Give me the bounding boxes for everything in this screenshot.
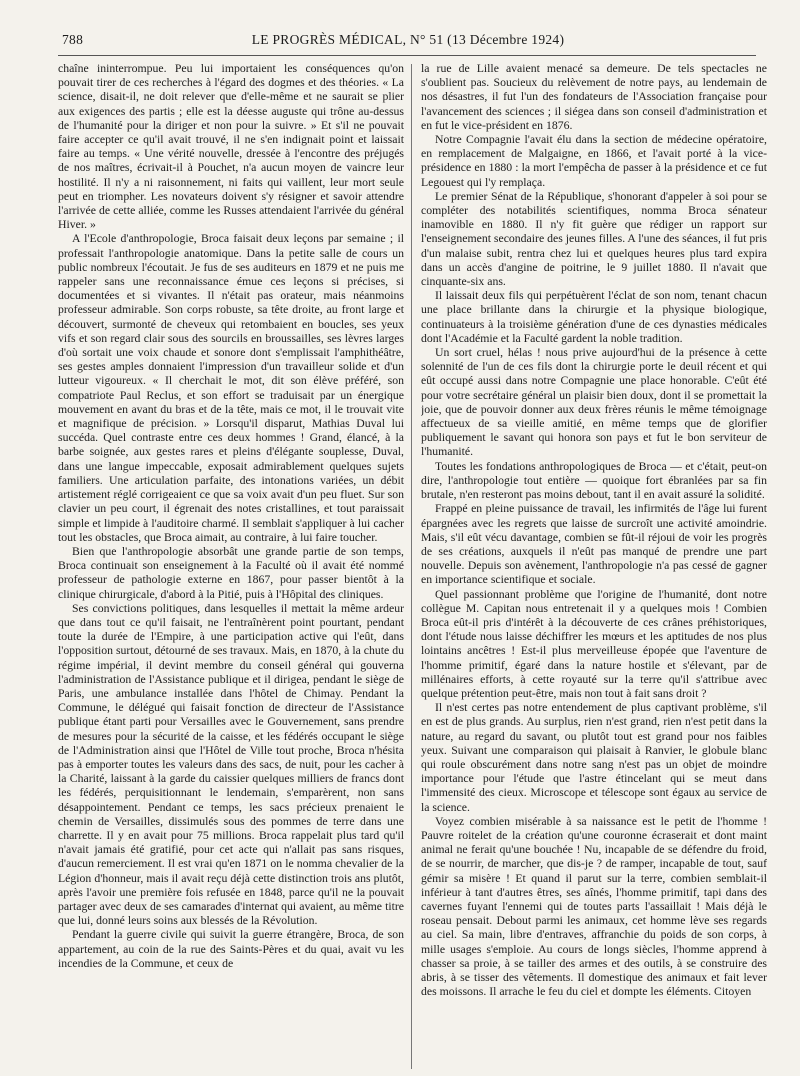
paragraph: Un sort cruel, hélas ! nous prive aujourd'hui de la présence à cette solennité de l'un de ces fils dont la chirurgie porte le deuil récent et qui eût occupé aussi dans notre Compagnie une place honorable. C'eût été pour votre secrétaire général un plaisir bien doux, dont il se promettait la joie, que de pouvoir donner aux deux frères réunis le même témoignage affectueux de sa vieille amitié, en même temps que de glorifier publiquement le savant qui honora son pays et fut le bon serviteur de l'humanité. [421,346,767,459]
paragraph: Il n'est certes pas notre entendement de plus captivant problème, s'il en est de plus grands. Au surplus, rien n'est grand, rien n'est petit dans la nature, au regard du savant, ou plutôt tout est grand pour nos faibles yeux. Suivant une comparaison qui plaisait à Ranvier, le globule blanc qui roule obscurément dans notre sang n'est pas un objet de moindre importance pour l'étude que l'astre étincelant qui se meut dans l'immensité des cieux. Microscope et télescope sont égaux au service de la science. [421,701,767,814]
paragraph: A l'Ecole d'anthropologie, Broca faisait deux leçons par semaine ; il professait l'anthropologie anatomique. Dans la petite salle de cours un public nombreux l'écoutait. Je fus de ses auditeurs en 1879 et ne puis me rappeler sans une reconnaissance émue ces leçons si précises, si documentées et si vivantes. Il n'était pas orateur, mais néanmoins professeur admirable. Son corps robuste, sa tête droite, au front large et découvert, surmonté de cheveux qui retombaient en boucles, ses yeux vifs et son regard clair sous des sourcils en broussailles, ses lèvres larges d'où sortait une voix chaude et sonore dont s'emplissait l'amphithéâtre, ses gestes amples donnaient l'impression d'un travailleur solide et d'un lutteur vigoureux. « Il cherchait le mot, dit son élève préféré, son compatriote Paul Reclus, et son effort se traduisait par un énergique mouvement en avant du bras et de la tête, mais ce mot, il le trouvait vite et magnifique de précision. » Lorsqu'il disparut, Mathias Duval lui succéda. Quel contraste entre ces deux hommes ! Grand, élancé, à la barbe soignée, aux gestes rares et pleins d'élégante souplesse, Duval, dans une langue impeccable, exposait admirablement quelques sujets familiers. Une articulation parfaite, des intonations variées, un débit artistement réglé corrigeaient ce que sa voix avait d'un peu fluet. Sur son clavier un peu court, il égrenait des notes cristallines, et tout paraissait simple et limpide à l'auditoire charmé. Il semblait s'appliquer à lui cacher tout les obstacles, que Broca aimait, au contraire, à lui faire toucher. [58,232,404,544]
paragraph: la rue de Lille avaient menacé sa demeure. De tels spectacles ne s'oublient pas. Soucieux du relèvement de notre pays, au lendemain de nos désastres, il fut l'un des fondateurs de l'Association française pour l'avancement des sciences ; il siégea dans son conseil d'administration et en fut le vice-président en 1876. [421,62,767,132]
paragraph: chaîne ininterrompue. Peu lui importaient les conséquences qu'on pouvait tirer de ces recherches à l'égard des dogmes et des théories. « La science, disait-il, ne doit relever que d'elle-même et ne saurait se plier aux exigences des partis ; elle est la déesse auguste qui trône au-dessus de l'humanité pour la diriger et non pour la suivre. » Et s'il ne pouvait faire accepter ce qu'il avait trouvé, il ne s'en indignait point et laissait faire au temps. « Une vérité nouvelle, dressée à l'encontre des préjugés de nos maîtres, écrivait-il à Pouchet, n'a aucun moyen de vaincre leur hostilité. Il n'y a ni raisonnement, ni faits qui vaillent, leur mort seule peut en triompher. Les novateurs doivent s'y résigner et savoir attendre l'arrivée de cette alliée, comme les Russes attendaient l'arrivée du général Hiver. » [58,62,404,232]
header-rule [58,55,756,56]
paragraph: Il laissait deux fils qui perpétuèrent l'éclat de son nom, tenant chacun une place brillante dans la chirurgie et la physique biologique, continuateurs à la troisième génération d'une de ces dynasties médicales dont l'Académie et la Faculté gardent la noble tradition. [421,289,767,345]
paragraph: Ses convictions politiques, dans lesquelles il mettait la même ardeur que dans tout ce qu'il faisait, ne l'entraînèrent point pourtant, pendant toute la durée de l'Empire, à une participation active qui l'eût, dans l'opposition surtout, détourné de ses travaux. Mais, en 1870, à la chute du régime impérial, il devint membre du conseil général qui gouverna l'administration de l'Assistance publique et il dirigea, pendant le siège de Paris, une ambulance installée dans l'hôtel de Chimay. Pendant la Commune, le délégué qui faisait fonction de directeur de l'Assistance publique étant parti pour Versailles avec le Gouvernement, sans prendre de mesures pour la sécurité de la caisse, et les fédérés occupant le siège de l'Administration ainsi que l'Hôtel de Ville tout proche, Broca n'hésita pas à emporter toutes les valeurs dans des sacs, de nuit, pour les cacher à la Charité, laissant à la garde du caissier quelques milliers de francs dont les fédérés, perquisitionnant le lendemain, s'emparèrent, non sans désappointement. Pendant ce temps, les sacs précieux prenaient le chemin de Versailles, dissimulés sous des pommes de terre dans une charrette. Il y en avait pour 75 millions. Broca rappelait plus tard qu'il n'avait jamais été gratifié, pour cet acte qui n'allait pas sans risques, d'aucun remerciement. Il est vrai qu'en 1871 on le nomma chevalier de la Légion d'honneur, mais il avait reçu déjà cette distinction trois ans plutôt, après l'avoir une première fois refusée en 1848, parce qu'il ne la pouvait partager avec deux de ses camarades d'internat qui avaient, au même titre que lui, donné leurs soins aux blessés de la Révolution. [58,601,404,928]
paragraph: Voyez combien misérable à sa naissance est le petit de l'homme ! Pauvre roitelet de la création qu'une couronne écraserait et dont maint animal ne ferait qu'une bouchée ! Nu, incapable de se défendre du froid, de se nourrir, de marcher, que dis-je ? de ramper, incapable de tout, sauf gémir sa misère ! Et quand il parut sur la terre, combien semblait-il inférieur à tant d'autres êtres, ses aînés, l'homme primitif, tapi dans des cavernes fuyant l'ennemi qui de toutes parts l'assaillait ! Mais déjà le roseau pensait. Debout parmi les animaux, cet homme lève ses regards au ciel. Sa main, libre d'entraves, affranchie du poids de son corps, à mille usages s'emploie. Au cours de longs siècles, l'homme apprend à chasser sa proie, à se tailler des armes et des outils, à se construire des abris, à se tisser des vêtements. Il domestique des animaux et fait lever des moissons. Il arrache le feu du ciel et dompte les éléments. Citoyen [421,814,767,999]
left-column [58,62,404,1072]
page-header [62,30,754,52]
paragraph: Notre Compagnie l'avait élu dans la section de médecine opératoire, en remplacement de Malgaigne, en 1866, et l'avait porté à la vice-présidence en 1880 : la mort l'empêcha de passer à la présidence et ce fut Legouest qui l'y remplaça. [421,133,767,189]
paragraph: Toutes les fondations anthropologiques de Broca — et c'était, peut-on dire, l'anthropologie tout entière — quoique fort ébranlées par sa fin brutale, n'en resteront pas moins debout, tant il en avait assuré la solidité. [421,459,767,502]
paragraph: Bien que l'anthropologie absorbât une grande partie de son temps, Broca continuait son enseignement à la Faculté où il avait été nommé professeur de pathologie externe en 1867, pour passer bientôt à la clinique chirurgicale, d'abord à la Pitié, puis à l'Hôpital des cliniques. [58,544,404,601]
paragraph: Le premier Sénat de la République, s'honorant d'appeler à soi pour se compléter des notabilités scientifiques, nomma Broca sénateur inamovible en 1880. Il n'y fit guère que rédiger un rapport sur l'enseignement secondaire des jeunes filles. A l'une des séances, il fut pris d'un malaise subit, rentra chez lui et quelques heures plus tard expira dans un accès d'angine de poitrine, le 9 juillet 1880. Il n'avait que cinquante-six ans. [421,189,767,289]
paragraph: Pendant la guerre civile qui suivit la guerre étrangère, Broca, de son appartement, au coin de la rue des Saints-Pères et du quai, avait vu les incendies de la Commune, et ceux de [58,928,404,970]
paragraph: Frappé en pleine puissance de travail, les infirmités de l'âge lui furent épargnées avec les regrets que laisse de surcroît une activité amoindrie. Mais, s'il eût vécu davantage, combien se fût-il réjoui de voir les progrès de ses créations, auxquels il n'eût pas manqué de prendre une part nouvelle. Depuis son avènement, l'anthropologie n'a pas cessé de gagner en importance scientifique et sociale. [421,502,767,587]
column-divider [411,64,412,1069]
right-column [421,62,767,1072]
page-number: 788 [62,32,84,47]
paragraph: Quel passionnant problème que l'origine de l'humanité, dont notre collègue M. Capitan nous entretenait il y a quelques mois ! Combien Broca eût-il pris d'intérêt à la découverte de ces crânes préhistoriques, dont l'étude nous laisse déchiffrer les mœurs et les aptitudes de nos plus lointains ancêtres ! Est-il plus merveilleuse épopée que l'aventure de l'homme primitif, égaré dans la nature hostile et s'élevant, par de millénaires efforts, à cette royauté sur la terre qu'il s'attribue avec quelque prétention peut-être, mais non tout à fait sans droit ? [421,587,767,700]
running-head: LE PROGRÈS MÉDICAL, N° 51 (13 Décembre 1924) [251,32,565,47]
